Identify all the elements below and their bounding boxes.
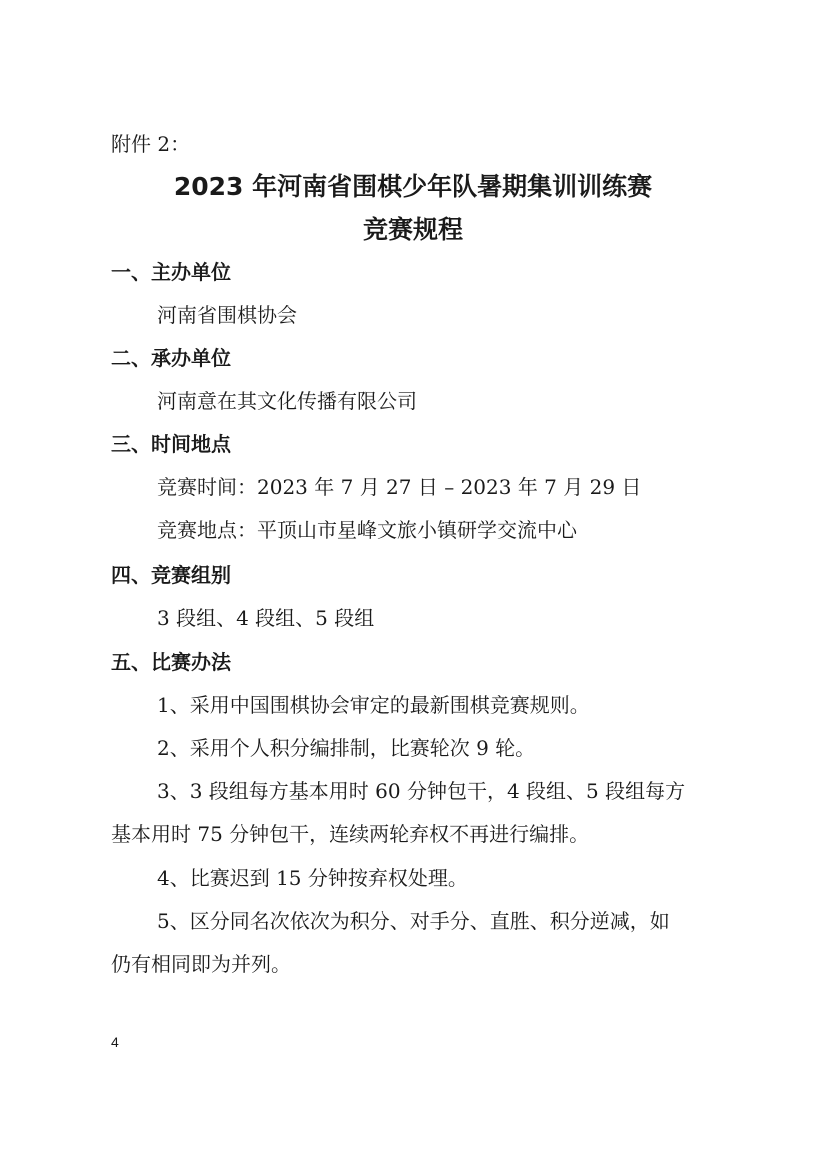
section-heading-groups: 四、竞赛组别 [111,563,231,587]
organizer-text: 河南省围棋协会 [157,303,297,327]
page-number: 4 [111,1034,119,1050]
method-item-3: 3、3 段组每方基本用时 60 分钟包干，4 段组、5 段组每方 [157,779,686,803]
undertaker-text: 河南意在其文化传播有限公司 [157,389,417,413]
method-item-5: 5、区分同名次依次为积分、对手分、直胜、积分逆减，如 [157,909,670,933]
method-item-5-continued: 仍有相同即为并列。 [111,952,291,976]
section-heading-method: 五、比赛办法 [111,650,231,674]
method-item-1: 1、采用中国围棋协会审定的最新围棋竞赛规则。 [157,693,590,717]
section-heading-time-place: 三、时间地点 [111,432,231,456]
competition-place: 竞赛地点：平顶山市星峰文旅小镇研学交流中心 [157,518,577,542]
section-heading-organizer: 一、主办单位 [111,260,231,284]
section-heading-undertaker: 二、承办单位 [111,346,231,370]
competition-time: 竞赛时间：2023 年 7 月 27 日 – 2023 年 7 月 29 日 [157,475,642,499]
groups-text: 3 段组、4 段组、5 段组 [157,606,375,630]
document-title-line-1: 2023 年河南省围棋少年队暑期集训训练赛 [173,172,653,201]
method-item-3-continued: 基本用时 75 分钟包干，连续两轮弃权不再进行编排。 [111,822,590,846]
attachment-label: 附件 2： [111,132,191,156]
method-item-4: 4、比赛迟到 15 分钟按弃权处理。 [157,866,468,890]
method-item-2: 2、采用个人积分编排制，比赛轮次 9 轮。 [157,736,536,760]
document-title-line-2: 竞赛规程 [362,215,463,244]
